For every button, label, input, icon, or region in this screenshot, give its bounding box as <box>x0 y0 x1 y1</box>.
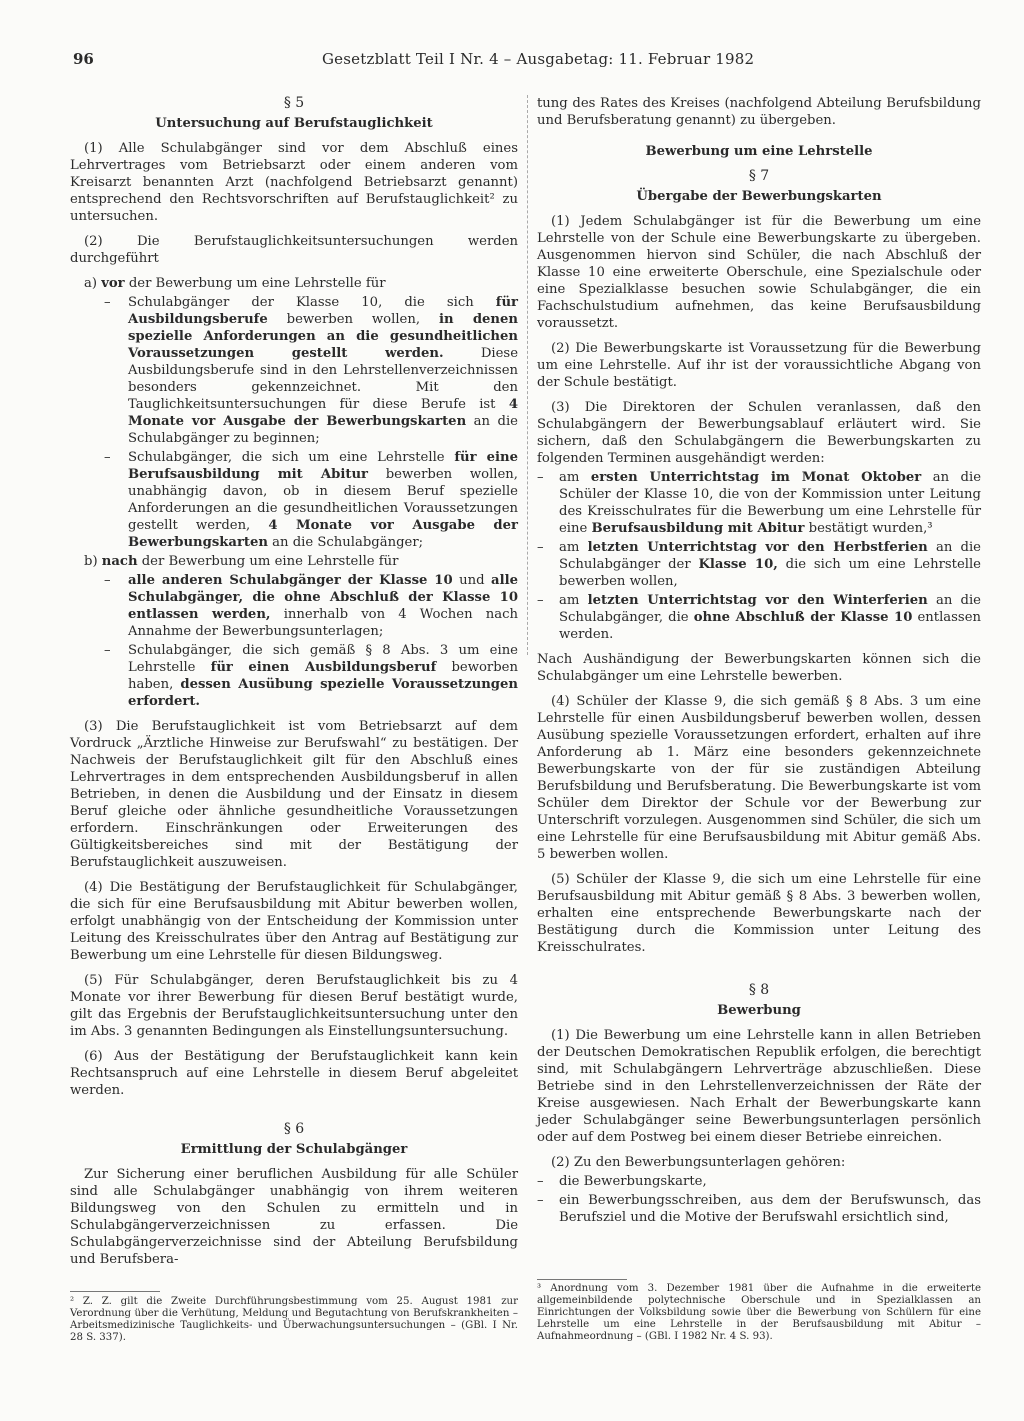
text: beworben haben, <box>128 660 518 692</box>
emphasis: Berufsausbildung mit Abitur <box>591 521 805 536</box>
section-6-paragraph-1: Zur Sicherung einer beruflichen Ausbildung für alle Schüler sind alle Schulabgänger unabhängig von ihrem weiteren Bildungsweg von den Schulen zu ermitteln und in Schulabgängerverzeichnissen zu erfassen. Die Schulabgängerverzeichnisse sind der Abteilung Berufsbildung und Berufsbera- <box>70 1167 518 1267</box>
section-7-after-list: Nach Aushändigung der Bewerbungskarten können sich die Schulabgänger um eine Lehrstelle bewerben. <box>537 652 981 684</box>
text: an die Schulabgänger, die <box>559 593 981 625</box>
dash-item <box>537 469 981 537</box>
page-number: 96 <box>73 50 94 68</box>
page-header-title: Gesetzblatt Teil I Nr. 4 – Ausgabetag: 11. Februar 1982 <box>322 50 755 68</box>
section-5-paragraph-4: (4) Die Bestätigung der Berufstauglichkeit für Schulabgänger, die sich für eine Berufsausbildung mit Abitur bewerben wollen, erfolgt unabhängig von der Entscheidung der Kommission unter Leitung des Kreisschulrates über den Antrag auf Bestätigung zur Bewerbung um eine Lehrstelle für diesen Bildungsweg. <box>70 880 518 963</box>
column-divider <box>527 95 529 655</box>
emphasis: Klasse 10, <box>698 557 778 572</box>
text: Schulabgänger, die sich um eine Lehrstelle <box>128 450 455 465</box>
dash-item <box>537 592 981 643</box>
text: an die Schulabgänger; <box>267 535 424 550</box>
section-5-paragraph-3: (3) Die Berufstauglichkeit ist vom Betriebsarzt auf dem Vordruck „Ärztliche Hinweise zur Berufswahl“ zu bestätigen. Der Nachweis der Berufstauglichkeit gilt für den Abschluß eines Lehrvertrages in dem entsprechenden Ausbildungsberuf in allen Betrieben, in denen die Ausbildung und der Einsatz in diesem Beruf gleiche oder ähnliche gesundheitliche Voraussetzungen erfordern. Einschränkungen oder Erweiterungen des Gültigkeitsbereiches sind mit der Bestätigung der Berufstauglichkeit auszuweisen. <box>70 719 518 870</box>
emphasis: dessen Ausübung spezielle Voraussetzungen erfordert. <box>128 677 518 709</box>
text: an die Schulabgänger zu beginnen; <box>128 414 518 446</box>
text: am <box>559 470 591 485</box>
emphasis: für eine Berufsausbildung mit Abitur <box>128 450 518 482</box>
text: und <box>452 573 492 588</box>
dash-item: – die Bewerbungskarte, <box>537 1173 981 1190</box>
emphasis: für Ausbildungsberufe <box>128 295 518 327</box>
text: die sich um eine Lehrstelle bewerben wollen, <box>559 557 981 589</box>
text: der Bewerbung um eine Lehrstelle für <box>137 554 399 569</box>
emphasis: ersten Unterrichtstag im Monat Oktober <box>590 470 922 485</box>
dash-item: – ein Bewerbungsschreiben, aus dem der Berufswunsch, das Berufsziel und die Motive der Berufswahl ersichtlich sind, <box>537 1192 981 1226</box>
emphasis: letzten Unterrichtstag vor den Winterferien <box>587 593 928 608</box>
section-7-paragraph-1: (1) Jedem Schulabgänger ist für die Bewerbung um eine Lehrstelle von der Schule eine Bewerbungskarte zu übergeben. Ausgenommen hiervon sind Schüler, die nach Abschluß der Klasse 10 eine erweiterte Oberschule, eine Spezialschule oder eine Spezialklasse besuchen sowie Schulabgänger, die ein Fachschulstudium aufnehmen, das keine Berufsausbildung voraussetzt. <box>537 214 981 331</box>
section-7-paragraph-2: (2) Die Bewerbungskarte ist Voraussetzung für die Bewerbung um eine Lehrstelle. Auf ihr ist der voraussichtliche Abgang von der Schule bestätigt. <box>537 341 981 390</box>
section-6-title: Ermittlung der Schulabgänger <box>180 1142 408 1157</box>
left-column <box>70 95 518 1276</box>
emphasis: 4 Monate vor Ausgabe der Bewerbungskarten <box>128 397 518 429</box>
text: entlassen werden. <box>559 610 981 642</box>
text: bewerben wollen, <box>267 312 439 327</box>
emphasis: vor <box>101 276 125 291</box>
list-item-a <box>84 275 518 292</box>
section-7-number: § 7 <box>748 168 770 184</box>
section-5-paragraph-6: (6) Aus der Bestätigung der Berufstauglichkeit kann kein Rechtsanspruch auf eine Lehrstelle in diesem Beruf abgeleitet werden. <box>70 1049 518 1098</box>
text: innerhalb von 4 Wochen nach Annahme der Bewerbungsunterlagen; <box>128 607 518 639</box>
text: an die Schulabgänger der <box>559 540 981 572</box>
section-8-paragraph-2: (2) Zu den Bewerbungsunterlagen gehören: <box>551 1155 846 1170</box>
dash-item <box>100 572 518 640</box>
emphasis: nach <box>101 554 138 569</box>
section-5-paragraph-5: (5) Für Schulabgänger, deren Berufstauglichkeit bis zu 4 Monate vor ihrer Bewerbung für diesen Beruf bestätigt wurde, gilt das Ergebnis der Berufstauglichkeitsuntersuchung unter den im Abs. 3 genannten Bedingungen als Einstellungsuntersuchung. <box>70 973 518 1039</box>
footnote-2: ² Z. Z. gilt die Zweite Durchführungsbestimmung vom 25. August 1981 zur Verordnung über die Verhütung, Meldung und Begutachtung von Berufskrankheiten – Arbeitsmedizinische Tauglichkeits- und Überwachungsuntersuchungen – (GBl. I Nr. 28 S. 337). <box>70 1296 518 1343</box>
text: Diese Ausbildungsberufe sind in den Lehrstellenverzeichnissen besonders gekennzeichnet. Mit den Tauglichkeitsuntersuchungen für diese Berufe ist <box>128 346 519 412</box>
dash-item <box>100 449 518 551</box>
section-6-number: § 6 <box>283 1121 305 1137</box>
text: Schulabgänger, die sich gemäß § 8 Abs. 3 um eine Lehrstelle <box>128 643 518 675</box>
list-item-b <box>84 553 518 570</box>
section-8-title: Bewerbung <box>717 1003 801 1018</box>
section-7-paragraph-3: (3) Die Direktoren der Schulen veranlassen, daß den Schulabgängern der Bewerbungsablauf erläutert wird. Sie sichern, daß den Schulabgängern die Bewerbungskarten zu folgenden Terminen ausgehändigt werden: <box>537 400 981 466</box>
dash-item <box>537 539 981 590</box>
list-label: a) <box>84 276 102 291</box>
emphasis: in denen spezielle Anforderungen an die gesundheitlichen Voraussetzungen gestellt werden. <box>128 312 518 361</box>
footnote-rule <box>70 1291 160 1292</box>
emphasis: ohne Abschluß der Klasse 10 <box>693 610 913 625</box>
section-5-number: § 5 <box>283 95 305 111</box>
right-column <box>537 95 981 1228</box>
section-8-paragraph-1: (1) Die Bewerbung um eine Lehrstelle kann in allen Betrieben der Deutschen Demokratischen Republik erfolgen, die berechtigt sind, mit Schulabgängern Lehrverträge abzuschließen. Diese Betriebe sind in den Lehrstellenverzeichnissen der Räte der Kreise ausgewiesen. Nach Erhalt der Bewerbungskarte kann jeder Schulabgänger seine Bewerbungsunterlagen persönlich oder auf dem Postweg bei einem dieser Betriebe einreichen. <box>537 1028 981 1145</box>
section-8-number: § 8 <box>748 982 770 998</box>
text: am <box>559 593 588 608</box>
dash-item <box>100 642 518 710</box>
section-7-paragraph-5: (5) Schüler der Klasse 9, die sich um eine Lehrstelle für eine Berufsausbildung mit Abitur gemäß § 8 Abs. 3 bewerben wollen, erhalten eine entsprechende Bewerbungskarte nach der Bestätigung durch die Kommission unter Leitung des Kreisschulrates. <box>537 872 981 955</box>
section-5-title: Untersuchung auf Berufstauglichkeit <box>155 116 433 131</box>
footnote-3: ³ Anordnung vom 3. Dezember 1981 über die Aufnahme in die erweiterte allgemeinbildende polytechnische Oberschule und in Spezialklassen an Einrichtungen der Volksbildung sowie über die Bewerbung von Schülern für eine Lehrstelle um eine Lehrstelle in der Berufsausbildung mit Abitur – Aufnahmeordnung – (GBl. I 1982 Nr. 4 S. 93). <box>537 1283 981 1342</box>
text: bewerben wollen, unabhängig davon, ob in diesem Beruf spezielle Anforderungen an die gesundheitlichen Voraussetzungen gestellt werden, <box>128 467 518 533</box>
section-5-paragraph-1: (1) Alle Schulabgänger sind vor dem Abschluß eines Lehrvertrages vom Betriebsarzt oder einem anderen vom Kreisarzt benannten Arzt (nachfolgend Betriebsarzt genannt) entsprechend den Rechtsvorschriften auf Berufstauglichkeit² zu untersuchen. <box>70 141 518 224</box>
section-5-paragraph-2: (2) Die Berufstauglichkeitsuntersuchungen werden durchgeführt <box>70 234 518 266</box>
list-label: b) <box>84 554 102 569</box>
emphasis: 4 Monate vor Ausgabe der Bewerbungskarten <box>128 518 518 550</box>
emphasis: für einen Ausbildungsberuf <box>210 660 437 675</box>
dash-item <box>100 294 518 447</box>
text: an die Schüler der Klasse 10, die von der Kommission unter Leitung des Kreisschulrates für die Bewerbung um eine Lehrstelle für eine <box>559 470 981 536</box>
section-7-paragraph-4: (4) Schüler der Klasse 9, die sich gemäß § 8 Abs. 3 um eine Lehrstelle für einen Ausbildungsberuf bewerben wollen, dessen Ausübung spezielle Voraussetzungen erfordert, erhalten auf ihre Anforderung ab 1. März eine besonders gekennzeichnete Bewerbungskarte von der für sie zuständigen Abteilung Berufsbildung und Berufsberatung. Die Bewerbungskarte ist vom Schüler dem Direktor der Schule vor der Bewerbung zur Unterschrift vorzulegen. Ausgenommen sind Schüler, die sich um eine Lehrstelle für eine Berufsausbildung mit Abitur gemäß Abs. 5 bewerben wollen. <box>537 694 981 862</box>
text: am <box>559 540 588 555</box>
text: Schulabgänger der Klasse 10, die sich <box>128 295 496 310</box>
continuation-text: tung des Rates des Kreises (nachfolgend Abteilung Berufsbildung und Berufsberatung genannt) zu übergeben. <box>537 96 981 128</box>
emphasis: alle anderen Schulabgänger der Klasse 10 <box>128 573 453 588</box>
section-7-title: Übergabe der Bewerbungskarten <box>636 189 882 204</box>
emphasis: letzten Unterrichtstag vor den Herbstferien <box>587 540 928 555</box>
emphasis: alle Schulabgänger, die ohne Abschluß der Klasse 10 entlassen werden, <box>128 573 519 622</box>
footnote-rule <box>537 1279 627 1280</box>
part-title: Bewerbung um eine Lehrstelle <box>645 144 873 159</box>
text: bestätigt wurden,³ <box>804 521 933 536</box>
text: der Bewerbung um eine Lehrstelle für <box>124 276 386 291</box>
